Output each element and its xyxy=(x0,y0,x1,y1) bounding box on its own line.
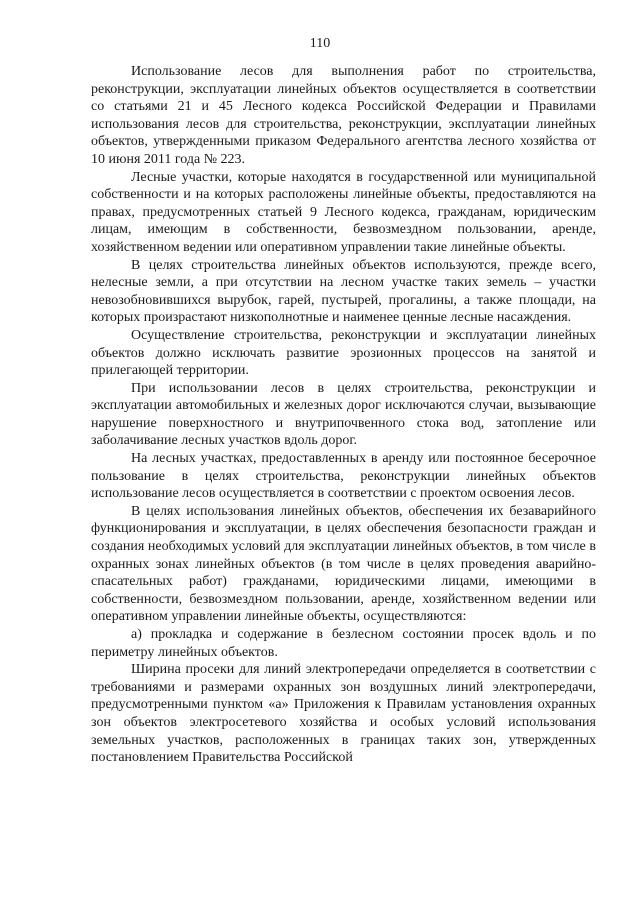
paragraph: На лесных участках, предоставленных в аренду или постоянное бесерочное пользование в целях строительства, реконструкции линейных объектов использование лесов осуществляется в соответствии с проектом освоения лесов. xyxy=(91,451,596,502)
paragraph: а) прокладка и содержание в безлесном состоянии просек вдоль и по периметру линейных объектов. xyxy=(91,627,596,660)
paragraph: В целях использования линейных объектов, обеспечения их безаварийного функционирования и эксплуатации, в целях обеспечения безопасности граждан и создания необходимых условий для эксплуатации линейных объектов, в том числе в охранных зонах линейных объектов (в том числе в целях проведения аварийно-спасательных работ) гражданами, юридическими лицами, имеющими в собственности, безвозмездном пользовании, аренде, хозяйственном ведении или оперативном управлении линейные объекты, осуществляются: xyxy=(91,503,596,625)
page-number: 110 xyxy=(309,36,331,51)
paragraph: Лесные участки, которые находятся в государственной или муниципальной собственности и на которых расположены линейные объекты, предоставляются на правах, предусмотренных статьей 9 Лесного кодекса, гражданам, юридическим лицам, имеющим в собственности, безвозмездном пользовании, аренде, хозяйственном ведении или оперативном управлении такие линейные объекты. xyxy=(91,169,596,255)
body-text xyxy=(91,63,596,767)
paragraph: Ширина просеки для линий электропередачи определяется в соответствии с требованиями и размерами охранных зон воздушных линий электропередачи, предусмотренными пунктом «а» Приложения к Правилам установления охранных зон объектов электросетевого хозяйства и особых условий использования земельных участков, расположенных в границах таких зон, утвержденных постановлением Правительства Российской xyxy=(91,662,596,766)
paragraph: В целях строительства линейных объектов используются, прежде всего, нелесные земли, а при отсутствии на лесном участке таких земель – участки невозобновившихся вырубок, гарей, пустырей, прогалины, а также площади, на которых произрастают низкополнотные и наименее ценные лесные насаждения. xyxy=(91,257,596,326)
paragraph: Осуществление строительства, реконструкции и эксплуатации линейных объектов должно исключать развитие эрозионных процессов на занятой и прилегающей территории. xyxy=(91,327,596,379)
paragraph: При использовании лесов в целях строительства, реконструкции и эксплуатации автомобильных и железных дорог исключаются случаи, вызывающие нарушение поверхностного и внутрипочвенного стока вод, затопление или заболачивание лесных участков вдоль дорог. xyxy=(91,380,596,449)
paragraph: Использование лесов для выполнения работ по строительства, реконструкции, эксплуатации линейных объектов осуществляется в соответствии со статьями 21 и 45 Лесного кодекса Российской Федерации и Правилами использования лесов для строительства, реконструкции, эксплуатации линейных объектов, утвержденными приказом Федерального агентства лесного хозяйства от 10 июня 2011 года № 223. xyxy=(91,64,596,167)
